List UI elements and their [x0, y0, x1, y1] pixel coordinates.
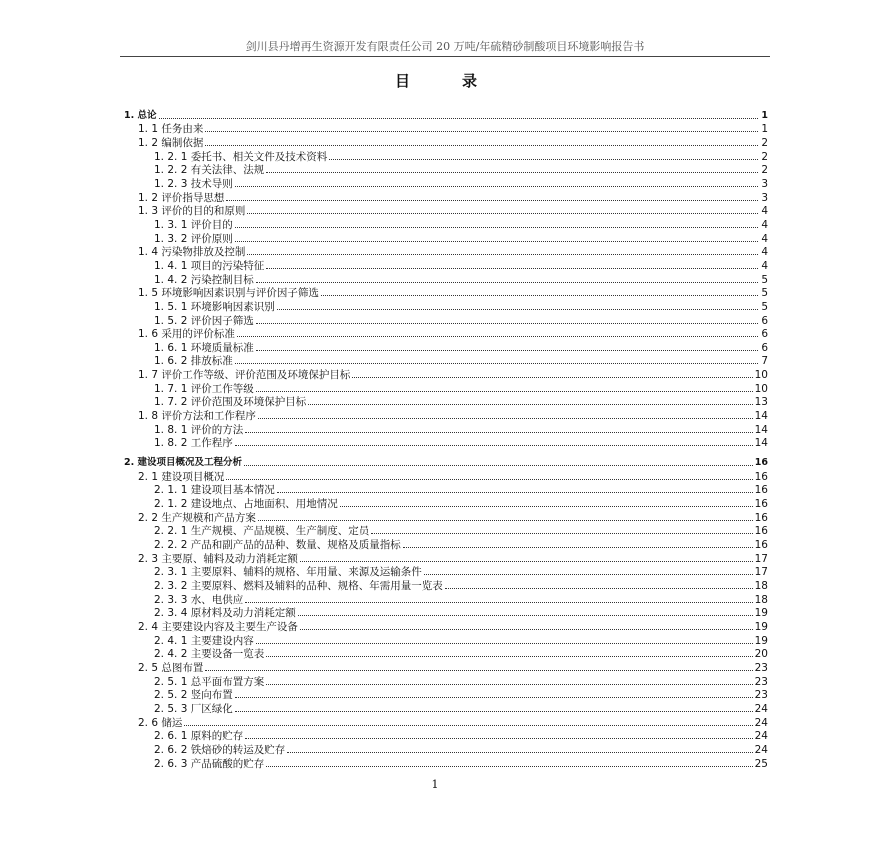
toc-entry[interactable] [120, 313, 768, 327]
toc-entry-title: 1. 2 评价指导思想 [138, 191, 225, 204]
toc-entry-title: 2. 2 生产规模和产品方案 [138, 511, 256, 524]
toc-entry-page: 16 [754, 498, 768, 511]
toc-entry-title: 1. 3. 1 评价目的 [154, 218, 233, 231]
toc-entry[interactable] [120, 578, 768, 592]
toc-entry[interactable] [120, 469, 768, 483]
toc-entry-title: 1. 7. 1 评价工作等级 [154, 382, 254, 395]
dot-leader [205, 145, 758, 146]
dot-leader [245, 432, 752, 433]
toc-entry-title: 2. 3. 1 主要原料、辅料的规格、年用量、来源及运输条件 [154, 566, 422, 579]
dot-leader [256, 391, 753, 392]
toc-entry-page: 24 [754, 730, 768, 743]
toc-entry[interactable] [120, 551, 768, 565]
toc-entry-page: 23 [754, 661, 768, 674]
dot-leader [277, 492, 753, 493]
dot-leader [244, 465, 753, 466]
toc-entry[interactable] [120, 258, 768, 272]
toc-entry[interactable] [120, 674, 768, 688]
toc-entry-page: 19 [754, 634, 768, 647]
dot-leader [258, 520, 753, 521]
toc-entry-title: 2. 建设项目概况及工程分析 [124, 457, 243, 469]
toc-entry-title: 1. 8. 2 工作程序 [154, 437, 233, 450]
dot-leader [235, 227, 758, 228]
toc-entry-title: 1. 5 环境影响因素识别与评价因子筛选 [138, 287, 319, 300]
toc-entry[interactable] [120, 272, 768, 286]
toc-entry[interactable] [120, 408, 768, 422]
toc-entry-title: 1. 7. 2 评价范围及环境保护目标 [154, 396, 307, 409]
dot-leader [256, 282, 758, 283]
toc-entry-page: 19 [754, 607, 768, 620]
dot-leader [184, 725, 752, 726]
toc-entry-title: 1. 5. 1 环境影响因素识别 [154, 300, 275, 313]
toc-entry[interactable] [120, 381, 768, 395]
dot-leader [266, 268, 758, 269]
toc-entry-page: 16 [754, 470, 768, 483]
toc-entry-page: 23 [754, 689, 768, 702]
toc-entry-title: 2. 5. 2 竖向布置 [154, 689, 233, 702]
toc-entry-page: 24 [754, 743, 768, 756]
toc-entry-page: 4 [761, 232, 768, 245]
toc-entry-page: 6 [761, 314, 768, 327]
dot-leader [340, 506, 753, 507]
dot-leader [237, 336, 758, 337]
toc-entry[interactable] [120, 122, 768, 136]
dot-leader [371, 533, 752, 534]
toc-entry[interactable] [120, 190, 768, 204]
toc-entry-title: 1. 2. 3 技术导则 [154, 177, 233, 190]
toc-entry-title: 1. 6. 1 环境质量标准 [154, 341, 254, 354]
dot-leader [256, 350, 758, 351]
toc-entry-page: 1 [761, 123, 768, 136]
toc-entry-title: 2. 3. 2 主要原料、燃料及辅料的品种、规格、年需用量一览表 [154, 579, 443, 592]
toc-entry[interactable] [120, 496, 768, 510]
toc-entry-title: 1. 4. 1 项目的污染特征 [154, 259, 265, 272]
dot-leader [352, 377, 752, 378]
toc-entry-page: 2 [761, 150, 768, 163]
dot-leader [205, 131, 758, 132]
toc-entry[interactable] [120, 647, 768, 661]
toc-entry-page: 16 [754, 525, 768, 538]
dot-leader [235, 186, 758, 187]
toc-entry-title: 1. 2. 1 委托书、相关文件及技术资料 [154, 150, 328, 163]
toc-entry[interactable] [120, 395, 768, 409]
toc-entry[interactable] [120, 217, 768, 231]
toc-entry-page: 18 [754, 593, 768, 606]
toc-entry-page: 16 [754, 511, 768, 524]
dot-leader [226, 479, 752, 480]
dot-leader [266, 766, 752, 767]
toc-entry-title: 2. 5 总图布置 [138, 661, 204, 674]
toc-entry-page: 16 [754, 484, 768, 497]
toc-entry[interactable] [120, 354, 768, 368]
toc-entry-page: 25 [754, 757, 768, 770]
toc-entry-page: 6 [761, 341, 768, 354]
dot-leader [258, 418, 753, 419]
dot-leader [287, 752, 752, 753]
dot-leader [205, 670, 752, 671]
toc-entry[interactable] [120, 245, 768, 259]
toc-entry-page: 1 [761, 109, 768, 121]
toc-entry[interactable] [120, 436, 768, 450]
toc-entry-title: 1. 4 污染物排放及控制 [138, 246, 246, 259]
dot-leader [266, 684, 752, 685]
toc-entry[interactable] [120, 367, 768, 381]
toc-entry-title: 1. 3 评价的目的和原则 [138, 205, 246, 218]
toc-entry[interactable] [120, 204, 768, 218]
toc-entry-title: 2. 6. 3 产品硫酸的贮存 [154, 757, 265, 770]
toc-entry-page: 24 [754, 702, 768, 715]
table-of-contents [120, 108, 768, 770]
dot-leader [300, 561, 753, 562]
dot-leader [329, 159, 758, 160]
toc-entry-title: 2. 6 储运 [138, 716, 183, 729]
dot-leader [424, 574, 753, 575]
toc-entry[interactable] [120, 729, 768, 743]
toc-entry[interactable] [120, 163, 768, 177]
dot-leader [247, 213, 758, 214]
toc-entry-page: 5 [761, 287, 768, 300]
toc-entry-page: 4 [761, 259, 768, 272]
toc-entry-page: 20 [754, 648, 768, 661]
toc-entry-page: 6 [761, 328, 768, 341]
toc-entry[interactable] [120, 455, 768, 469]
dot-leader [245, 738, 752, 739]
running-header: 剑川县丹增再生资源开发有限责任公司 20 万吨/年硫精砂制酸项目环境影响报告书 [245, 40, 645, 53]
toc-entry-title: 2. 6. 1 原料的贮存 [154, 730, 244, 743]
toc-entry-title: 1. 1 任务由来 [138, 123, 204, 136]
toc-entry-page: 3 [761, 191, 768, 204]
toc-entry-title: 1. 8 评价方法和工作程序 [138, 410, 256, 423]
toc-entry-title: 1. 6. 2 排放标准 [154, 355, 233, 368]
toc-entry-page: 14 [754, 410, 768, 423]
toc-entry[interactable] [120, 592, 768, 606]
toc-entry-title: 2. 3 主要原、辅料及动力消耗定额 [138, 552, 298, 565]
dot-leader [247, 254, 758, 255]
toc-entry[interactable] [120, 231, 768, 245]
toc-entry-page: 19 [754, 620, 768, 633]
toc-entry-page: 4 [761, 246, 768, 259]
toc-entry-title: 1. 3. 2 评价原则 [154, 232, 233, 245]
dot-leader [235, 241, 758, 242]
toc-entry-page: 7 [761, 355, 768, 368]
toc-entry-page: 2 [761, 164, 768, 177]
dot-leader [256, 643, 753, 644]
toc-entry[interactable] [120, 742, 768, 756]
toc-entry-title: 2. 3. 3 水、电供应 [154, 593, 244, 606]
toc-entry[interactable] [120, 660, 768, 674]
toc-entry-title: 2. 4. 2 主要设备一览表 [154, 648, 265, 661]
toc-entry[interactable] [120, 606, 768, 620]
toc-entry-title: 1. 2. 2 有关法律、法规 [154, 164, 265, 177]
toc-entry-page: 23 [754, 675, 768, 688]
toc-entry[interactable] [120, 510, 768, 524]
toc-entry-page: 10 [754, 382, 768, 395]
toc-entry[interactable] [120, 327, 768, 341]
toc-entry-title: 1. 4. 2 污染控制目标 [154, 273, 254, 286]
toc-entry[interactable] [120, 176, 768, 190]
header-divider [120, 56, 770, 57]
toc-entry-title: 2. 3. 4 原材料及动力消耗定额 [154, 607, 296, 620]
toc-entry-title: 2. 1. 2 建设地点、占地面积、用地情况 [154, 498, 338, 511]
toc-entry-page: 16 [754, 457, 768, 469]
toc-entry[interactable] [120, 149, 768, 163]
toc-entry[interactable] [120, 537, 768, 551]
toc-entry-title: 2. 1. 1 建设项目基本情况 [154, 484, 275, 497]
toc-entry[interactable] [120, 483, 768, 497]
toc-entry-page: 2 [761, 136, 768, 149]
toc-entry[interactable] [120, 135, 768, 149]
dot-leader [235, 711, 753, 712]
dot-leader [403, 547, 753, 548]
toc-entry-title: 1. 5. 2 评价因子筛选 [154, 314, 254, 327]
toc-entry-title: 2. 1 建设项目概况 [138, 470, 225, 483]
toc-entry-page: 5 [761, 273, 768, 286]
toc-entry[interactable] [120, 633, 768, 647]
toc-entry[interactable] [120, 299, 768, 313]
dot-leader [235, 445, 753, 446]
toc-entry-title: 2. 2. 2 产品和副产品的品种、数量、规格及质量指标 [154, 539, 401, 551]
toc-entry-page: 4 [761, 218, 768, 231]
toc-entry[interactable] [120, 715, 768, 729]
dot-leader [266, 656, 752, 657]
dot-leader [445, 588, 753, 589]
toc-entry-page: 17 [754, 566, 768, 579]
toc-entry-title: 2. 5. 3 厂区绿化 [154, 702, 233, 715]
toc-entry[interactable] [120, 619, 768, 633]
toc-entry-title: 2. 4 主要建设内容及主要生产设备 [138, 620, 298, 633]
dot-leader [266, 172, 758, 173]
dot-leader [235, 697, 753, 698]
toc-entry-page: 18 [754, 579, 768, 592]
toc-entry[interactable] [120, 701, 768, 715]
dot-leader [159, 118, 758, 119]
toc-title: 目录 [395, 72, 530, 90]
toc-entry-title: 1. 6 采用的评价标准 [138, 328, 235, 341]
dot-leader [308, 404, 752, 405]
toc-entry-page: 5 [761, 300, 768, 313]
toc-entry[interactable] [120, 565, 768, 579]
toc-entry-title: 1. 总论 [124, 109, 157, 121]
toc-entry-title: 1. 8. 1 评价的方法 [154, 423, 244, 436]
toc-entry-page: 17 [754, 552, 768, 565]
dot-leader [300, 629, 753, 630]
toc-entry-title: 2. 6. 2 铁焙砂的转运及贮存 [154, 743, 286, 756]
toc-entry-title: 2. 2. 1 生产规模、产品规模、生产制度、定员 [154, 525, 370, 538]
dot-leader [277, 309, 758, 310]
dot-leader [321, 295, 758, 296]
page-number: 1 [431, 778, 439, 791]
toc-entry-title: 1. 2 编制依据 [138, 136, 204, 149]
toc-entry[interactable] [120, 108, 768, 122]
toc-entry[interactable] [120, 756, 768, 770]
dot-leader [298, 615, 753, 616]
dot-leader [245, 602, 752, 603]
toc-entry-page: 24 [754, 716, 768, 729]
toc-entry-page: 3 [761, 177, 768, 190]
toc-entry-title: 2. 4. 1 主要建设内容 [154, 634, 254, 647]
toc-entry-page: 4 [761, 205, 768, 218]
toc-entry-page: 10 [754, 369, 768, 382]
toc-entry-page: 16 [754, 539, 768, 551]
toc-entry[interactable] [120, 340, 768, 354]
dot-leader [256, 323, 758, 324]
toc-entry[interactable] [120, 688, 768, 702]
toc-entry-title: 2. 5. 1 总平面布置方案 [154, 675, 265, 688]
toc-entry[interactable] [120, 422, 768, 436]
toc-entry[interactable] [120, 286, 768, 300]
toc-entry[interactable] [120, 524, 768, 538]
dot-leader [235, 363, 758, 364]
toc-entry-page: 14 [754, 423, 768, 436]
toc-entry-page: 13 [754, 396, 768, 409]
toc-entry-title: 1. 7 评价工作等级、评价范围及环境保护目标 [138, 369, 351, 382]
dot-leader [226, 200, 758, 201]
toc-entry-page: 14 [754, 437, 768, 450]
